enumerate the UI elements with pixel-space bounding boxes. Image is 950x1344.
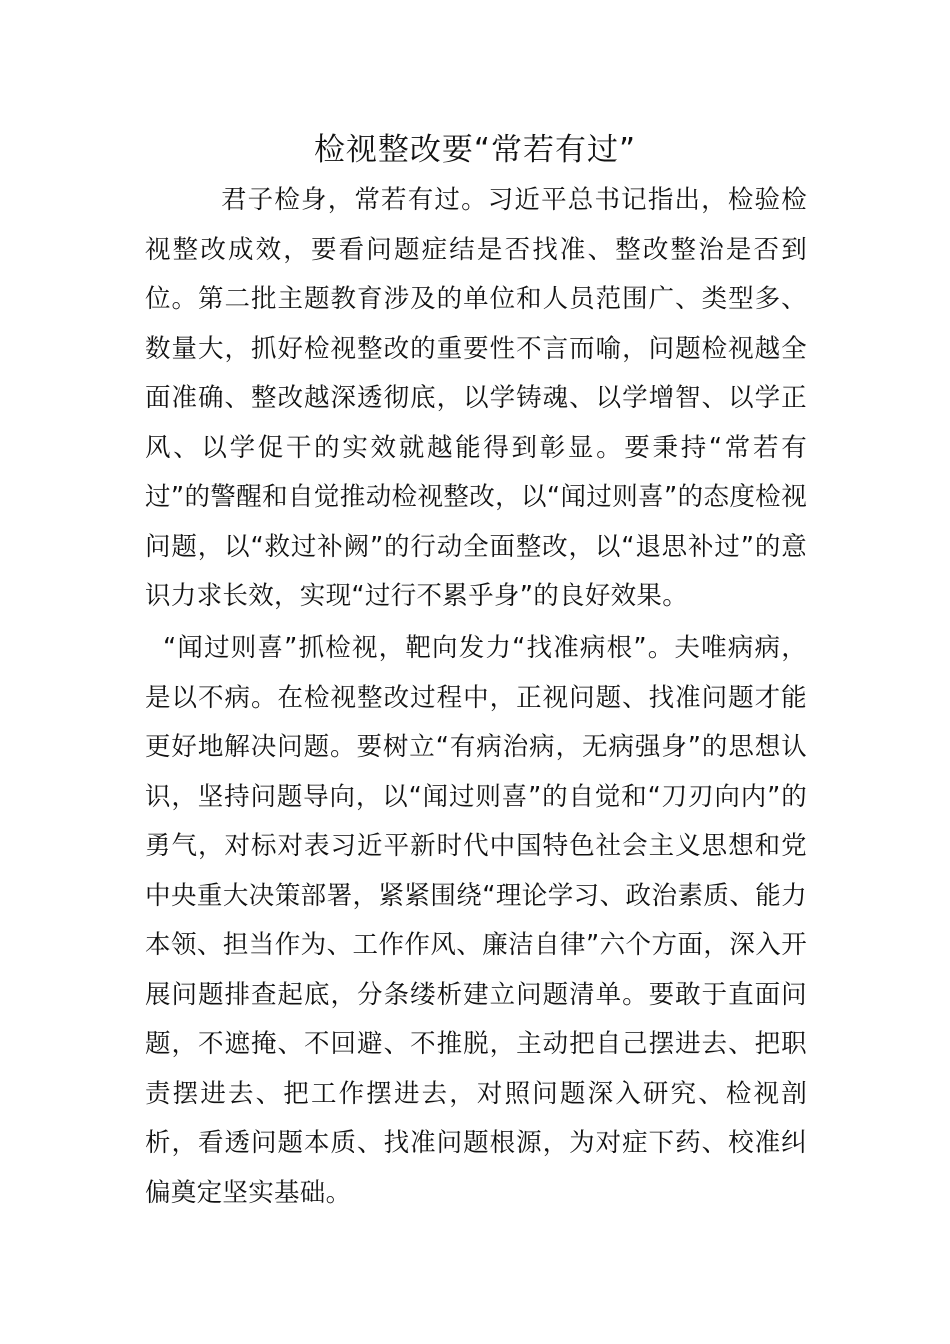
paragraph-1: 君子检身，常若有过。习近平总书记指出，检验检视整改成效，要看问题症结是否找准、整改整治是否到位。第二批主题教育涉及的单位和人员范围广、类型多、数量大，抓好检视整改的重要性不言而喻，问题检视越全面准确、整改越深透彻底，以学铸魂、以学增智、以学正风、以学促干的实效就越能得到彰显。要秉持“常若有过”的警醒和自觉推动检视整改，以“闻过则喜”的态度检视问题，以“救过补阙”的行动全面整改，以“退思补过”的意识力求长效，实现“过行不累乎身”的良好效果。 xyxy=(145,185,807,611)
document-title: 检视整改要“常若有过” xyxy=(313,132,637,168)
paragraph-2: “闻过则喜”抓检视，靶向发力“找准病根”。夫唯病病，是以不病。在检视整改过程中，正视问题、找准问题才能更好地解决问题。要树立“有病治病，无病强身”的思想认识，坚持问题导向，以“闻过则喜”的自觉和“刀刃向内”的勇气，对标对表习近平新时代中国特色社会主义思想和党中央重大决策部署，紧紧围绕“理论学习、政治素质、能力本领、担当作为、工作作风、廉洁自律”六个方面，深入开展问题排查起底，分条缕析建立问题清单。要敢于直面问题，不遮掩、不回避、不推脱，主动把自己摆进去、把职责摆进去、把工作摆进去，对照问题深入研究、检视剖析，看透问题本质、找准问题根源，为对症下药、校准纠偏奠定坚实基础。 xyxy=(145,633,807,1208)
